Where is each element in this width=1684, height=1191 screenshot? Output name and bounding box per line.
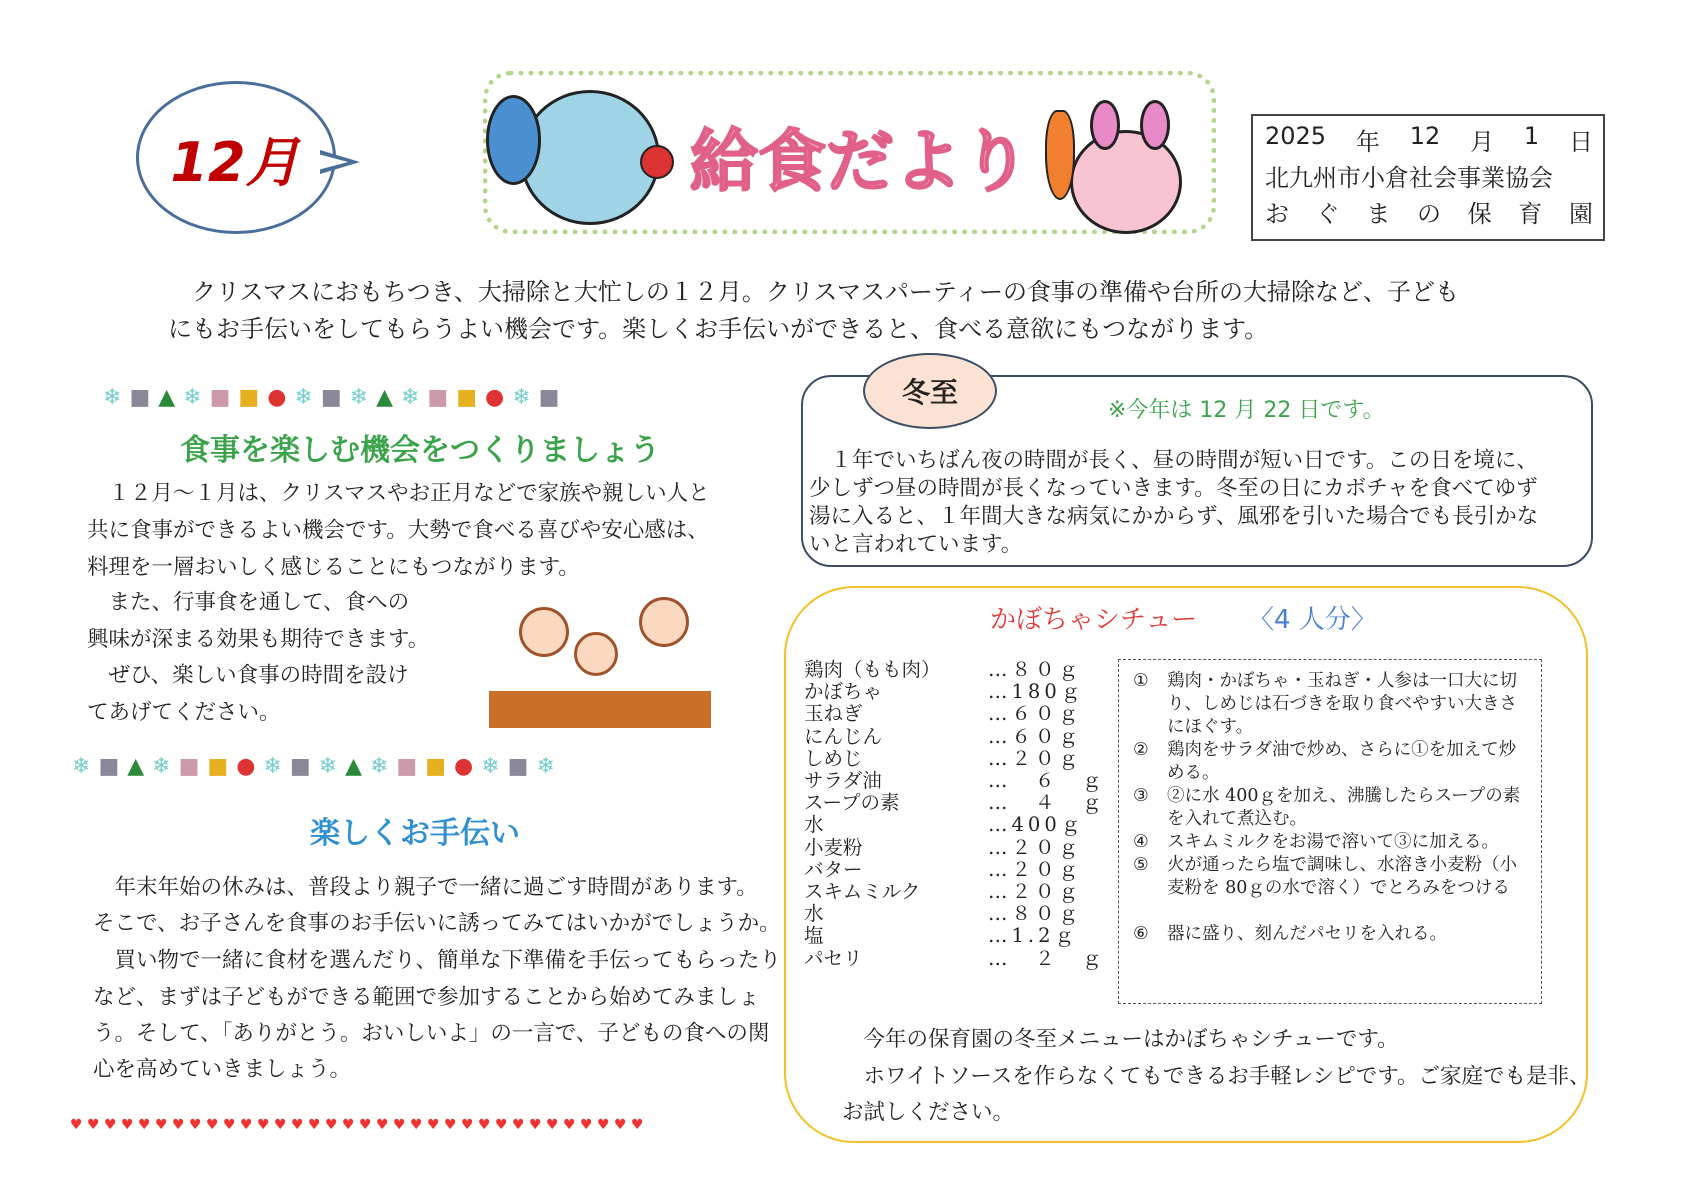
nursery-name	[1265, 194, 1593, 229]
gift-icon: ■	[238, 384, 260, 410]
step-number: ⑥	[1133, 924, 1149, 944]
santa-icon: ●	[485, 384, 505, 410]
ingredient-name: 塩	[804, 924, 824, 948]
step-number: ①	[1133, 671, 1149, 691]
paragraph-line: そこで、お子さんを食事のお手伝いに誘ってみてはいかがでしょうか。	[93, 911, 781, 936]
step-number: ③	[1133, 786, 1149, 806]
paragraph-line: 年末年始の休みは、普段より親子で一緒に過ごす時間があります。	[93, 875, 758, 900]
solstice-line: いと言われています。	[809, 532, 1023, 557]
char: ぐ	[1315, 200, 1340, 228]
elephant-illustration	[520, 90, 660, 225]
organization: 北九州市小倉社会事業協会	[1265, 164, 1553, 192]
month-num: 12	[1409, 122, 1441, 150]
gift-icon: ■	[538, 384, 560, 410]
ingredient-amount: …８０ｇ	[988, 658, 1083, 681]
recipe-footer-line: お試しください。	[842, 1100, 1015, 1125]
family-eating-illustration	[489, 597, 711, 728]
steps-box	[1118, 659, 1542, 1004]
day-unit: 日	[1568, 128, 1593, 156]
recipe-footer-line: ホワイトソースを作らなくてもできるお手軽レシピです。ご家庭でも是非、	[842, 1064, 1591, 1089]
solstice-line: １年でいちばん夜の時間が長く、昼の時間が短い日です。この日を境に、	[809, 448, 1538, 473]
paragraph-line: また、行事食を通して、食への	[87, 590, 410, 615]
step-text: 鶏肉・かぼちゃ・玉ねぎ・人参は一口大に切り、しめじは石づきを取り食べやすい大きさにほぐす。	[1167, 671, 1517, 737]
ingredient-name: バター	[804, 857, 863, 881]
christmas-border: ❄ ■ ▲ ❄ ■ ■ ● ❄ ■ ❄ ▲ ❄ ■ ■ ● ❄ ■ ❄	[72, 753, 555, 779]
snowflake-icon: ❄	[400, 384, 420, 410]
ingredient-name: パセリ	[804, 946, 863, 970]
tree-icon: ▲	[158, 384, 176, 410]
elephant-ear-icon	[486, 95, 541, 185]
ingredient-name: 玉ねぎ	[804, 702, 863, 726]
date-box	[1251, 114, 1605, 241]
char: ま	[1366, 200, 1391, 228]
gift-icon: ■	[427, 384, 449, 410]
snowflake-icon: ❄	[349, 384, 369, 410]
snowflake-icon: ❄	[294, 384, 313, 410]
year-unit: 年	[1355, 128, 1380, 156]
intro-line: にもお手伝いをしてもらうよい機会です。楽しくお手伝いができると、食べる意欲にもつながります。	[168, 315, 1269, 343]
santa-icon: ●	[267, 384, 287, 410]
solstice-line: 少しずつ昼の時間が長くなっていきます。冬至の日にカボチャを食べてゆず	[809, 476, 1538, 501]
newsletter-title: 給食だより	[690, 123, 1031, 202]
bubble-tail-fill	[318, 154, 348, 170]
ingredient-name: にんじん	[804, 724, 883, 748]
ingredient-name: 水	[804, 813, 824, 837]
ingredient-name: サラダ油	[804, 769, 882, 792]
month-label: 12月	[170, 131, 300, 194]
ingredient-name: 小麦粉	[804, 835, 863, 859]
issue-date	[1265, 122, 1593, 157]
step-number: ⑤	[1133, 855, 1149, 875]
step-text: スキムミルクをお湯で溶いて③に加える。	[1167, 832, 1499, 852]
ingredient-name: 鶏肉（もも肉）	[804, 658, 941, 681]
step-text: 器に盛り、刻んだパセリを入れる。	[1167, 924, 1447, 944]
paragraph-line: う。そして、「ありがとう。おいしいよ」の一言で、子どもの食への関	[93, 1021, 770, 1046]
solstice-tab: 冬至	[863, 353, 997, 429]
paragraph-line: 料理を一層おいしく感じることにもつながります。	[87, 555, 580, 580]
mother-icon	[519, 607, 569, 657]
char: 育	[1518, 200, 1543, 228]
solstice-line: 湯に入ると、１年間大きな病気にかからず、風邪を引いた場合でも長引かな	[809, 504, 1539, 529]
recipe-step	[1133, 923, 1533, 946]
gift-icon: ■	[209, 384, 231, 410]
step-text: 鶏肉をサラダ油で炒め、さらに①を加えて炒める。	[1167, 740, 1517, 783]
recipe-step	[1133, 854, 1533, 900]
snowflake-icon: ❄	[512, 384, 531, 410]
ingredient-amount: …２０ｇ	[988, 880, 1083, 903]
rabbit-ear-icon	[1090, 100, 1120, 150]
paragraph-line: 興味が深まる効果も期待できます。	[87, 627, 430, 652]
snowflake-icon: ❄	[103, 384, 122, 410]
ingredient-amount: …２０ｇ	[988, 746, 1083, 770]
section-heading: 食事を楽しむ機会をつくりましょう	[180, 433, 660, 468]
ingredient-amount: …６０ｇ	[988, 724, 1083, 748]
table-icon	[489, 691, 711, 728]
paragraph-line: など、まずは子どもができる範囲で参加することから始めてみましょ	[93, 985, 760, 1010]
paragraph-line: 共に食事ができるよい機会です。大勢で食べる喜びや安心感は、	[87, 518, 709, 543]
heart-border: ♥ ♥ ♥ ♥ ♥ ♥ ♥ ♥ ♥ ♥ ♥ ♥ ♥ ♥ ♥ ♥ ♥ ♥ ♥ ♥ ♥ ♥ ♥ ♥ ♥ ♥ ♥ ♥ ♥ ♥ ♥ ♥ ♥ ♥	[70, 1117, 644, 1133]
ingredient-amount: …180ｇ	[988, 680, 1085, 704]
ingredient-amount: …２０ｇ	[988, 857, 1083, 881]
char: お	[1265, 200, 1289, 228]
child-icon	[574, 632, 618, 676]
rabbit-ear-icon	[1140, 100, 1170, 150]
recipe-servings: 〈4 人分〉	[1248, 605, 1377, 635]
gift-icon: ■	[129, 384, 151, 410]
ingredient-amount: …２０ｇ	[988, 835, 1083, 859]
char: の	[1416, 200, 1441, 228]
ingredient-name: しめじ	[804, 746, 863, 770]
ingredient-amount: …1.2ｇ	[988, 924, 1079, 948]
section-heading: 楽しくお手伝い	[310, 816, 520, 851]
step-text: ②に水 400ｇを加え、沸騰したらスープの素を入れて煮込む。	[1167, 786, 1521, 829]
paragraph-line: １２月～１月は、クリスマスやお正月などで家族や親しい人と	[87, 481, 710, 506]
rabbit-illustration	[1070, 130, 1182, 234]
ingredient-amount: …６０ｇ	[988, 702, 1083, 726]
gift-icon: ■	[320, 384, 342, 410]
ingredient-name: スキムミルク	[804, 880, 921, 903]
step-number: ②	[1133, 740, 1149, 760]
ingredient-amount: … ６ ｇ	[988, 769, 1106, 792]
apple-icon	[640, 145, 674, 179]
gift-icon: ■	[456, 384, 478, 410]
recipe-footer-line: 今年の保育園の冬至メニューはかぼちゃシチューです。	[842, 1027, 1399, 1052]
day-num: 1	[1523, 122, 1540, 150]
solstice-date-note: ※今年は 12 月 22 日です。	[1108, 398, 1385, 423]
paragraph-line: 心を高めていきましょう。	[93, 1057, 352, 1082]
tree-icon: ▲	[376, 384, 393, 410]
char: 保	[1467, 200, 1492, 228]
ingredient-name: スープの素	[804, 791, 900, 815]
recipe-step	[1133, 670, 1533, 739]
ingredient-amount: … ４ ｇ	[988, 791, 1106, 815]
ingredient-name: 水	[804, 902, 824, 926]
intro-line: クリスマスにおもちつき、大掃除と大忙しの１２月。クリスマスパーティーの食事の準備や台所の大掃除など、子ども	[168, 278, 1459, 306]
paragraph-line: てあげてください。	[87, 700, 281, 725]
carrot-icon	[1045, 110, 1075, 200]
ingredient-amount: … ２ ｇ	[988, 946, 1106, 970]
recipe-title: かぼちゃシチュー	[990, 605, 1198, 635]
recipe-step	[1133, 739, 1533, 785]
month-unit: 月	[1470, 128, 1495, 156]
step-text: 火が通ったら塩で調味し、水溶き小麦粉（小麦粉を 80ｇの水で溶く）でとろみをつける	[1167, 855, 1517, 898]
recipe-step	[1133, 785, 1533, 831]
step-number: ④	[1133, 832, 1149, 852]
christmas-border	[103, 380, 760, 414]
ingredient-amount: …８０ｇ	[988, 902, 1083, 926]
char: 園	[1568, 200, 1593, 228]
paragraph-line: ぜひ、楽しい食事の時間を設け	[87, 663, 409, 688]
year: 2025	[1265, 122, 1327, 150]
snowflake-icon: ❄	[183, 384, 202, 410]
recipe-step	[1133, 831, 1533, 854]
father-icon	[639, 597, 689, 647]
ingredient-name: かぼちゃ	[804, 680, 883, 704]
paragraph-line: 買い物で一緒に食材を選んだり、簡単な下準備を手伝ってもらったり	[93, 948, 782, 973]
ingredient-amount: …400ｇ	[988, 813, 1085, 837]
